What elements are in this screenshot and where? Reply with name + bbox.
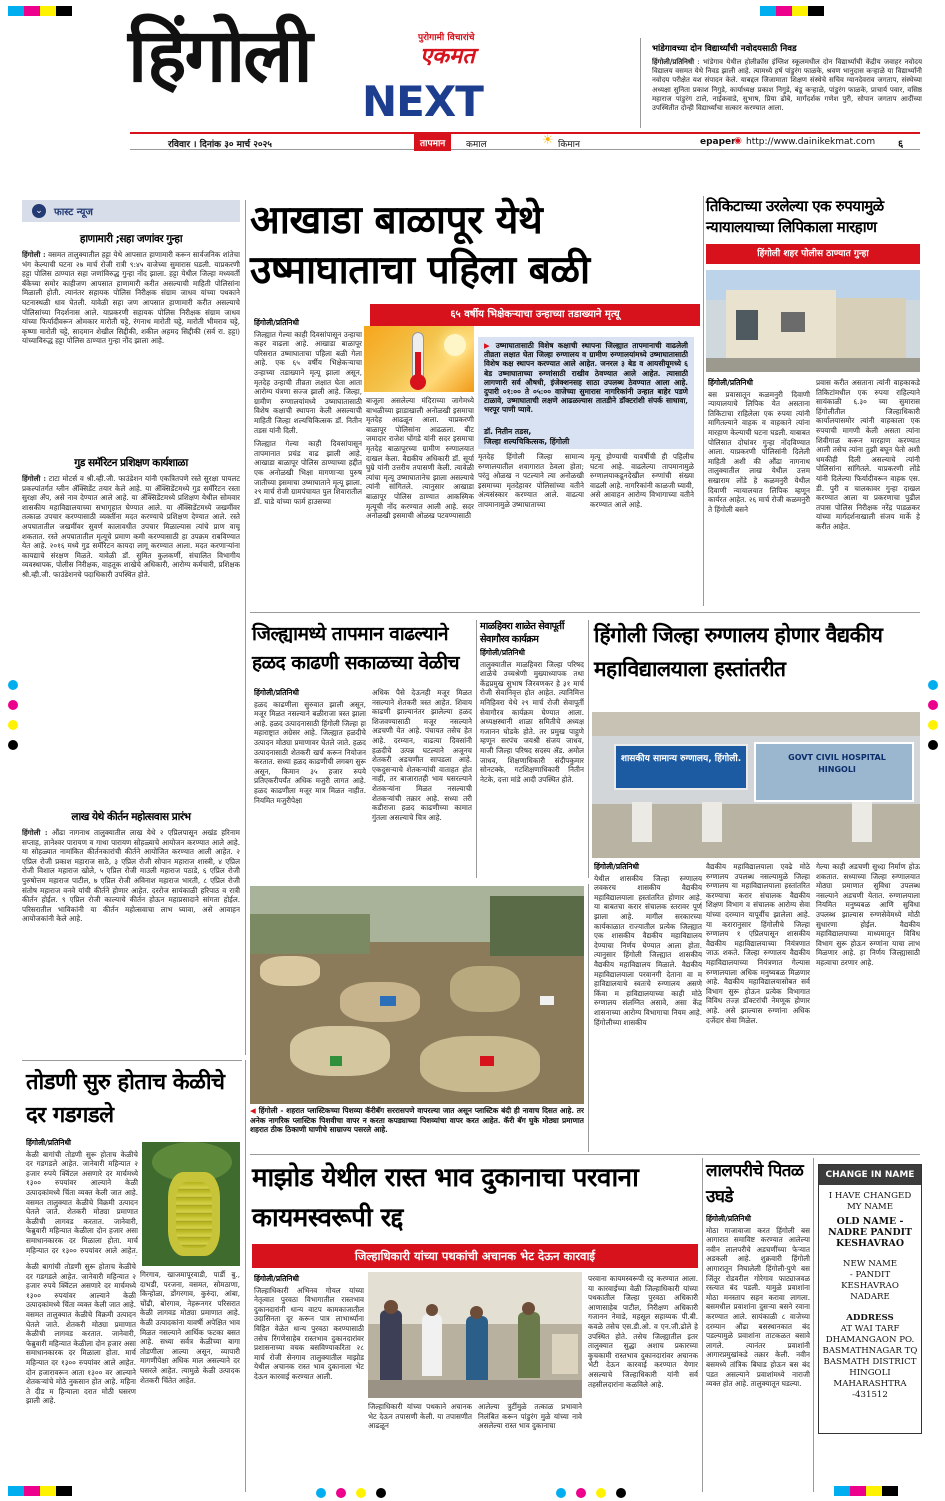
garbage-caption xyxy=(250,1106,584,1146)
column-rule xyxy=(245,1060,246,1492)
registration-dot xyxy=(556,1488,566,1498)
masthead-brand: एकमत xyxy=(420,44,475,69)
column-rule xyxy=(588,884,589,1152)
medical-col-1 xyxy=(594,862,702,1154)
lead-subhead-bar xyxy=(370,304,700,326)
school-col xyxy=(480,648,584,878)
lead-headline: आखाडा बाळापूर येथे उष्माघाताचा पहिला बळी xyxy=(250,198,590,293)
registration-dot xyxy=(376,1488,386,1498)
majhod-col-2 xyxy=(368,1402,472,1494)
banana-headline: तोडणी सुरु होताच केळीचे दर गडगडले xyxy=(26,1070,225,1128)
registration-dot xyxy=(596,1488,606,1498)
medical-headline: हिंगोली जिल्हा रुग्णालय होणार वैद्यकीय महाविद्यालयाला हस्तांतरीत xyxy=(594,623,883,681)
majhod-subhead-bar xyxy=(252,1244,698,1268)
lead-body-1b: जिल्ह्यात गेल्या काही दिवसांपासून तापमानात प्रचंड वाढ झाली आहे. आखाडा बाळापूर पोलिस ठाण्याच्या हद्दीत एक अनोळखी भिक्षा मागणाऱ्या पुरुष जातीच्या इसमाचा उष्माघाताने मृत्यू झाला. २९ मार्च रोजी ग्रामपंचायत पुल शिवारातील डॉ. घाडे यांच्या फार्म हाउसच्या xyxy=(254,439,362,506)
fast-news-headline: लाख येथे कीर्तन महोत्सवास प्रारंभ xyxy=(71,811,191,823)
ad-address: AT WAI TARF DHAMANGAON PO. BASMATHNAGAR TQ BASMATH DISTRICT HINGOLI MAHARASHTRA -431512 xyxy=(822,1324,918,1400)
majhod-body-2b: आलेल्या त्रुटींमुळे तत्काळ प्रभावाने निलंबित करून पांडुरंग मुळे यांच्या नावे असलेल्या रास्त भाव दुकानाचा xyxy=(478,1402,582,1431)
ad-address-label: ADDRESS xyxy=(846,1313,894,1323)
lead-col-1 xyxy=(254,318,362,648)
haldi-byline: हिंगोली/प्रतिनिधी xyxy=(254,688,300,697)
temp-badge: तापमान xyxy=(414,134,451,151)
hospital-sign-english: GOVT CIVIL HOSPITAL HINGOLI xyxy=(788,753,886,774)
lalpari-byline: हिंगोली/प्रतिनिधी xyxy=(706,1214,752,1223)
fast-news-item xyxy=(22,456,240,800)
color-registration-bar xyxy=(834,1486,898,1496)
ad-new-label: NEW NAME xyxy=(842,1259,898,1269)
website-link[interactable]: http://www.dainikekmat.com xyxy=(746,137,876,147)
majhod-byline: हिंगोली/प्रतिनिधी xyxy=(254,1274,300,1283)
registration-dot xyxy=(336,1488,346,1498)
banana-body-2: गिरगाव, खाजमापूरवाडी, पार्डी बु., दाभडी, परजना, वसमत, सोमठाणा, किन्होळा, डोंगरगाव, कुरुंदा, आंबा, चोंढी, बोरगाव, नेहरूनगर परिसरात केळी लागवड मोठ्या प्रमाणात आहे. केळी उत्पादकांना यावर्षी अपेक्षित भाव मिळत नसल्याने आर्थिक फटका बसत आहे. सध्या सर्वत्र केळीच्या बागा तोडणीला आल्या असून, व्यापारी मागणीपेक्षा अधिक माल असल्याने दर घसरले आहेत. त्यामुळे केळी उत्पादक शेतकरी चिंतेत आहेत. xyxy=(140,1270,240,1385)
temp-min: किमान xyxy=(558,140,580,150)
medical-col-3 xyxy=(816,862,920,1154)
rupee-col-1 xyxy=(708,378,810,604)
masthead-next: NEXT xyxy=(362,77,483,126)
banana-body-1: केळी बागांची तोडणी सुरू होताच केळीचे दर गडगडले आहेत. जानेवारी महिन्यात २ हजार रुपये क्विंटल असणारे दर मार्चमध्ये १३०० रुपयांवर आल्याने केळी उत्पादकांमध्ये चिंता व्यक्त केली जात आहे. वसमत तालुक्यात केळीचे विक्रमी उत्पादन घेतले जाते. शेतकरी मोठ्या प्रमाणात केळीची लागवड करतात. जानेवारी, फेब्रुवारी महिन्यात केळीला दोन हजार असा समाधानकारक दर मिळाला होता. मार्च महिन्यात दर १३०० रुपयांवर आले आहेत. xyxy=(26,1149,138,1255)
fast-news-byline: हिंगोली : xyxy=(22,474,46,483)
fast-news-item xyxy=(22,232,240,446)
chevron-circle-icon: ⌄ xyxy=(32,204,46,218)
section-rule xyxy=(22,1060,242,1061)
majhod-col-3 xyxy=(588,1274,698,1492)
banana-body-1b: केळी बागांची तोडणी सुरू होताच केळीचे दर गडगडले आहेत. जानेवारी महिन्यात २ हजार रुपये क्विंटल असणारे दर मार्चमध्ये १३०० रुपयांवर आल्याने केळी उत्पादकांमध्ये चिंता व्यक्त केली जात आहे. वसमत तालुक्यात केळीचे विक्रमी उत्पादन घेतले जाते. शेतकरी मोठ्या प्रमाणात केळीची लागवड करतात. जानेवारी, फेब्रुवारी महिन्यात केळीला दोन हजार असा समाधानकारक दर मिळाला होता. मार्च महिन्यात दर १३०० रुपयांवर आले आहेत. दोन हजारावरून आता १३०० वर आल्याने शेतकऱ्यांचे मोठे नुकसान होत आहे. महिना ते दीड म हिन्याला दरात मोठी घसरण झाली आहे. xyxy=(26,1262,136,1406)
registration-dot xyxy=(316,1488,326,1498)
banana-byline: हिंगोली/प्रतिनिधी xyxy=(26,1138,72,1147)
lead-body-4: मृत्यू होण्याची यावर्षीची ही पहिलीच घटना आहे. वाढलेल्या तापमानामुळे रुग्णालयाकडूनदेखील रुग्णांची संख्या वाढली आहे. नागरिकांनी काळजी घ्यावी, असे आवाहन आरोग्य विभागाच्या वतीने करण्यात आले आहे. xyxy=(590,452,694,509)
rupee-headline: तिकिटाच्या उरलेल्या एक रुपयामुळे न्यायालयाच्या लिपिकाला मारहाण xyxy=(706,197,884,236)
majhod-col-1 xyxy=(254,1274,364,1492)
majhod-body-2: जिल्हाधिकारी यांच्या पथकाने अचानक भेट देऊन तपासणी केली. या तपासणीत आढळून xyxy=(368,1402,472,1431)
heatstroke-box-body: उष्माघातासाठी विशेष कक्षाची स्थापना जिल्ह्यात तापमानाची वाढलेली तीव्रता लक्षात घेता जिल्हा रुग्णालय व ग्रामीण रुग्णालयांमध्ये उष्माघातासाठी विशेष कक्ष स्थापन करण्यात आले आहेत. जनरल ३ बेड व आयसीयूमध्ये ६ बेड उष्माघाताच्या रुग्णांसाठी राखीव ठेवण्यात आले आहेत. त्यासाठी लागणारी सर्व औषधी, इंजेक्शनसह साठा उपलब्ध ठेवण्यात आला आहे. दुपारी ०१:०० ते ०५:०० वाजेच्या सुमारास नागरिकांनी उन्हात बाहेर पडणे टाळावे, उष्माघाताची लक्षणे आढळल्यास तातडीने डॉक्टरांशी संपर्क साधावा, भरपूर पाणी प्यावे. xyxy=(484,341,688,415)
column-rule xyxy=(703,196,704,606)
lalpari-col xyxy=(706,1214,810,1492)
fast-news-badge xyxy=(22,200,240,222)
lead-col-2 xyxy=(366,396,474,648)
lead-body-3: मृतदेह हिंगोली जिल्हा सामान्य रुग्णालयातील शवागारात ठेवला होता; परंतु ओळख न पटल्याने त्या अनोळखी इसमाच्या मृतदेहावर पोलिसांच्या वतीने अंत्यसंस्कार करण्यात आले. वाढत्या तापमानामुळे उष्माघाताच्या xyxy=(478,452,584,509)
masthead-divider xyxy=(640,38,641,128)
fast-news-body: टाटा मोटर्स व श्री.व्ही.जी. फाउंडेशन यांनी एकत्रितपणे रस्ते सुरक्षा पायलट प्रकल्पांतर्गत ग्लीन ॲक्सिडेंट तयार केले आहे. या ॲक्सिडेंटमध्ये गुड समॅरिटन रस्ता सुरक्षा ॲप, असे नाव देण्यात आले आहे. या ॲक्सिडेंटमध्ये प्रशिक्षण येथील सोमवार शासकीय महाविद्यालयाच्या सभागृहात घेण्यात आले. या ॲक्सिडेंटमध्ये जखमींवर तत्काळ उपचार करण्यासाठी व्यक्तींना मदत करण्याचे प्रशिक्षण देण्यात आले. रस्ते अपघातातील जखमींवर सुवर्ण कालावधीत उपचार मिळाल्यास त्यांचे प्राण वाचू शकतात. रस्ते अपघातातील मृत्यूचे प्रमाण कमी करण्यासाठी हा उपक्रम राबविण्यात येत आहे. २०१६ मध्ये गुड समॅरिटन कायदा लागू करण्यात आला. मदत करणाऱ्यांना कायद्याचे संरक्षण मिळते. यावेळी डॉ. सुमित कुलकर्णी, संचालित विभागीय व्यवस्थापक, पोलीस निरीक्षक, वाहतूक शाखेचे अधिकारी, आरोग्य कर्मचारी, प्रशिक्षक श्री.व्ही.जी. फाउंडेशनचे पदाधिकारी उपस्थित होते. xyxy=(22,474,240,579)
ad-title: CHANGE IN NAME xyxy=(819,1165,921,1185)
top-right-body: भांडेगाव येथील होलीक्रॉस इंग्लिश स्कूलमधील दोन विद्यार्थ्यांची केंद्रीय जवाहर नवोदय विद्यालय वसमत येथे निवड झाली आहे. त्यामध्ये हर्ष पांडुरंग फाळके, श्रवण भानुदास कऱ्हाळे या विद्यार्थ्यांनी नवोदय परीक्षेत यश संपादन केले. याबद्दल जिजामाता शिक्षण संस्थेचे सचिव ग्यानदेवराव जगताप, संस्थेच्या अध्यक्षा सुनिता प्रकाश निगुडे, कार्याध्यक्ष प्रकाश निगुडे, बंडू कऱ्हाळे, पांडुरंग फाळके, प्राचार्य पवार, वसिष्ठ महाराज पांडुरंग टाले, नाईकवाडे, सुभाष, प्रिया ढोबे, मार्गदर्शक गणेश पुरी, सोपान जगताप आदींच्या उपस्थितीत दोन्ही विद्यार्थ्यांचा सत्कार करण्यात आला. xyxy=(652,58,922,113)
haldi-body-2: अधिक पैसे देऊनही मजूर मिळत नसल्याने शेतकरी त्रस्त आहेत. शिवाय काढणी झाल्यानंतर झालेल्या हळद शिजवण्यासाठी मजूर नसल्याने अडचणी येत आहे. पंचायत तसेच हेत आहे. दरम्यान, वाढत्या दिवसांनी हळदीचे उत्पन्न घटल्याने अजूनच शेतकरी अडचणीत सापडला आहे. एकदुसऱ्याचे शेतकऱ्यांची वाताहत होत नाही, तर बाजारातही भाव घसरल्याने शेतकऱ्यांना मिळत नसल्याची शेतकऱ्यांची तक्रार आहे. सध्या तरी कडीराजा हळद काढणीच्या कामात गुंतला असल्याचे चित्र आहे. xyxy=(372,688,472,822)
color-registration-bar xyxy=(760,6,824,16)
inspection-photo xyxy=(368,1272,582,1398)
page-number: ६ xyxy=(898,139,904,150)
registration-dot xyxy=(928,740,938,750)
majhod-body-3: परवाना कायमस्वरूपी रद्द करण्यात आला. या कारवाईच्या वेळी जिल्हाधिकारी यांच्या पथकातील जिल्हा पुरवठा अधिकारी आणासाहेब पाटील, निरीक्षण अधिकारी गजानन नेमाडे, महसूल सहाय्यक पी.बी. कवळे तसेच एस.डी.ओ. व एन.जी.ढोले हे उपस्थित होते. तसेच जिल्ह्यातील इतर तालुक्यात सुद्धा अशाच प्रकारच्या कुचकामी रास्तभाव दुकानदारांवर अचानक भेटी देऊन कारवाई करण्यात येणार असल्याचे जिल्हाधिकारी यांनी सर्व तहसीलदारांना कळविले आहे. xyxy=(588,1274,698,1389)
fast-news-column xyxy=(22,200,240,1058)
majhod-headline: माझोड येथील रास्त भाव दुकानाचा परवाना कायमस्वरूपी रद्द xyxy=(252,1163,639,1233)
lalpari-body: मोठा गाजावाजा करत हिंगोली बस आगारात समाविष्ट करण्यात आलेल्या नवीन लालपरीचे अडचणींच्या फेऱ्यात अडकली आहे. शुक्रवारी हिंगोली आगारातून निघालेली हिंगोली-पुणे बस जिंतूर रोडवरील गोरेगाव फाट्याजवळ रस्त्यात बंद पडली. यामुळे प्रवाशांना मोठा मनस्ताप सहन करावा लागला. बसमधील प्रवाशांना दुसऱ्या बसने रवाना करण्यात आले. सायंकाळी ८ वाजेच्या दरम्यान औंढा बसस्थानकात बंद पडल्यामुळे प्रवाशांना ताटकळत बसावे लागले. त्यानंतर प्रवाशांनी आगारप्रमुखांकडे तक्रार केली. नवीन बसमध्ये तांत्रिक बिघाड होऊन बस बंद पडत असल्याने प्रवाशांमध्ये नाराजी व्यक्त होत आहे. तालुक्यातून घडल्या. xyxy=(706,1225,810,1389)
masthead-title: हिंगोली xyxy=(128,13,311,99)
section-rule xyxy=(250,1154,920,1155)
epaper-label: epaper xyxy=(700,137,736,147)
date-bar xyxy=(130,132,920,150)
sun-icon: ☀ xyxy=(542,133,554,148)
thermometer-photo xyxy=(364,326,474,392)
haldi-col-2 xyxy=(372,688,472,878)
registration-dot xyxy=(8,740,18,750)
fast-news-byline: हिंगोली : xyxy=(22,250,46,259)
registration-dot xyxy=(928,680,938,690)
fast-news-item xyxy=(22,810,240,1058)
camera-icon: ◀ xyxy=(250,1106,256,1115)
rupee-strap-bar xyxy=(706,244,920,264)
color-registration-bar xyxy=(8,1486,72,1496)
color-registration-bar xyxy=(8,6,72,16)
lead-col-3 xyxy=(478,452,584,608)
hospital-photo xyxy=(592,712,920,858)
registration-dot xyxy=(576,1488,586,1498)
heatstroke-box-sign2: जिल्हा शल्यचिकित्सक, हिंगोली xyxy=(484,437,570,446)
hospital-sign-marathi: शासकीय सामान्य रुग्णालय, हिंगोली. xyxy=(620,754,742,764)
registration-dot xyxy=(616,1488,626,1498)
majhod-body-1: जिल्हाधिकारी अभिनव गोयल यांच्या नेतृत्वात पुरवठा विभागातील रास्तभाव दुकानदारांनी धान्य वाटप कामकाजातील उदासिनता दूर करून पात्र लाभार्थ्यांना विहित वेळेत धान्य पुरवठा करण्यासाठी तसेच रिंगणेसाहेब रास्तभाव दुकानदारांवर प्रशासनाच्या वचक बसविण्याकरिता २८ मार्च रोजी सेनगाव तालुक्यातील माझोड येथील अचानक रास्त भाव दुकानाला भेट देऊन कारवाई करण्यात आली. xyxy=(254,1285,364,1381)
rupee-strap: हिंगोली शहर पोलीस ठाण्यात गुन्हा xyxy=(757,249,869,259)
section-rule xyxy=(250,612,920,613)
haldi-col-1 xyxy=(254,688,366,878)
majhod-subhead: जिल्हाधिकारी यांच्या पथकांची अचानक भेट देऊन कारवाई xyxy=(354,1249,596,1263)
fast-news-headline: हाणामारी ;सहा जणांवर गुन्हा xyxy=(79,233,183,245)
majhod-col-2b xyxy=(478,1402,582,1494)
medical-body-3: गेल्या काही अडचणी सुध्दा निर्माण होऊ शकतात. सध्याच्या जिल्हा रुग्णालयात मोठ्या प्रमाणात सुविधा उपलब्ध नसल्याने अडचणी येतात. रुग्णालयाला नियमित मनुष्यबळ आणि सुविधा उपलब्ध झाल्यास रुग्णसेवेमध्ये मोठी सुधारणा होईल. वैद्यकीय महाविद्यालयाच्या माध्यमातून विविध विभाग सुरू होऊन रुग्णांना याचा लाभ मिळणार आहे. हा निर्णय जिल्ह्यासाठी महत्वाचा ठरणार आहे. xyxy=(816,862,920,967)
top-right-headline: भांडेगावच्या दोन विद्यार्थ्यांची नवोदयसाठी निवड xyxy=(652,44,797,54)
column-rule xyxy=(813,1158,814,1492)
lead-body-2: बाजूला असलेल्या मंदिराच्या जागेमध्ये बाभळीच्या झाडाखाली अनोळखी इसमाचा मृतदेह आढळून आला. याप्रकरणी बाळापूर पोलिसांना आढळला. बीट जमादार राजेश घोंगडे यांनी सदर इसमाचा मृतदेह बाळापूरच्या ग्रामीण रुग्णालयात दाखल केला. वैद्यकीय अधिकारी डॉ. सूर्या घुम्रे यांनी उत्तरीय तपासणी केली. त्यावेळी त्यांचा मृत्यू उष्माघातानेच झाला असल्याचे त्यांनी सांगितले. त्यानुसार आखाडा बाळापूर पोलिस ठाण्यात आकस्मिक मृत्यूची नोंद करण्यात आली आहे. सदर अनोळखी इसमाची ओळख पटवण्यासाठी xyxy=(366,396,474,521)
column-rule xyxy=(476,620,477,878)
lead-subhead: ६५ वर्षीय भिक्षेकऱ्याचा उन्हाच्या तडाख्याने मृत्यू xyxy=(450,309,620,320)
ad-old-name: NADRE PANDIT KESHAVRAO xyxy=(828,1227,912,1249)
fast-news-label: फास्ट न्यूज xyxy=(54,207,93,218)
banana-col-1a xyxy=(26,1138,138,1256)
banana-photo xyxy=(142,1142,240,1266)
banana-col-2 xyxy=(140,1270,240,1492)
lalpari-headline: लालपरीचे पितळ उघडे xyxy=(706,1161,804,1207)
top-right-byline: हिंगोली/प्रतिनिधी xyxy=(652,57,695,66)
column-rule xyxy=(588,620,589,878)
fast-news-headline: गुड समॅरिटन प्रशिक्षण कार्यशाळा xyxy=(74,457,188,469)
column-rule xyxy=(702,1158,703,1492)
medical-col-2 xyxy=(706,862,810,1154)
ad-intro: I HAVE CHANGED MY NAME xyxy=(828,1191,912,1212)
heatstroke-box-sign: डॉ. नितीन तडस, xyxy=(484,427,532,436)
rupee-body-2: प्रवास करीत असताना त्यांनी वाहकाकडे तिकिटांमधील एक रुपया राहिल्याने सायंकाळी ६.३० च्या सुमारास हिंगोलीतील जिल्हाधिकारी कार्यालयासमोर त्यांनी वाहकाला एक रुपयाची मागणी केली असता त्यांना शिवीगाळ करून मारहाण करण्यात आली तसेच त्यांना तुझी बघून घेतो अशी धमकीही दिली असल्याचे त्यांनी पोलिसांना सांगितले. याप्रकरणी लोंडे यांनी दिलेल्या फिर्यादीवरून वाहक एस. डी. पुरी व चालकावर गुन्हा दाखल करण्यात आला या प्रकरणाचा पुढील तपास पोलिस निरीक्षक नरेंद्र पाडळकर यांच्या मार्गदर्शनाखाली संजय मार्के हे करीत आहेत. xyxy=(816,378,920,531)
medical-body-2: वैद्यकीय महाविद्यालयाला एवढे मोठे रुग्णालय उपलब्ध नसल्यामुळे जिल्हा रुग्णालय या महाविद्यालयाला हस्तांतरित करण्याचा करार संचालक वैद्यकीय शिक्षण विभाग व संचालक आरोग्य सेवा यांच्या दरम्यान यापूर्वीच झालेला आहे. या करारानुसार हिंगोलीचे जिल्हा रुग्णालय १ एप्रिलपासून शासकीय वैद्यकीय महाविद्यालयाच्या नियंत्रणात जाऊ शकते. जिल्हा रुग्णालय वैद्यकीय महाविद्यालयाच्या नियंत्रणात गेल्यास रुग्णालयाला अधिक मनुष्यबळ मिळणार आहे. वैद्यकीय महाविद्यालयासोबत सर्व विभाग सुरू होऊन प्रत्येक विभागात विविध तज्ज्ञ डॉक्टरांची नेमणूक होणार आहे. असे झाल्यास रुग्णांना अधिक दर्जेदार सेवा मिळेल. xyxy=(706,862,810,1025)
school-byline: हिंगोली/प्रतिनिधी xyxy=(480,648,526,657)
heatstroke-box xyxy=(478,337,694,449)
registration-dot xyxy=(928,720,938,730)
haldi-body-1: हळद काढणीला सुरुवात झाली असून, मजूर मिळत नसल्याने बळीराजा त्रस्त झाला आहे. हळद उत्पादनासाठी हिंगोली जिल्हा हा महाराष्ट्रात अग्रेसर आहे. जिल्ह्यात हळदीचे उत्पादन मोठ्या प्रमाणावर घेतले जाते. हळद उत्पादनासाठी शेतकरी खर्च करून नियोजन करतात. सध्या हळद काढणीची लगबग सुरू असून, किमान ३५ हजार रुपये प्रतिएकरीपर्यंत अधिक मजुरी लागत आहे. हळद काढणीला मजूर मात्र मिळत नाहीत. नियमित मजुरीपेक्षा xyxy=(254,699,366,805)
lead-body-1: जिल्ह्यात गेल्या काही दिवसांपासून उन्हाचा कहर वाढला आहे. आखाडा बाळापूर परिसरात उष्माघाताचा पहिला बळी गेला आहे. एक ६५ वर्षीय भिक्षेकऱ्याचा उन्हाच्या तडाख्याने मृत्यू झाला असून, मृतदेह उन्हाची तीव्रता लक्षात घेता आता आरोग्य यंत्रणा सज्ज झाली आहे. जिल्हा, ग्रामीण रुग्णालयांमध्ये उष्माघातासाठी विशेष कक्षाची स्थापना केली असल्याची माहिती जिल्हा शल्यचिकित्सक डॉ. नितीन तडस यांनी दिली. xyxy=(254,329,362,435)
medical-body-1: येथील शासकीय जिल्हा रुग्णालय लवकरच शासकीय वैद्यकीय महाविद्यालयाला हस्तांतरित होणार आहे. या बाबतचा करार संचालक स्तरावर पूर्ण झाला आहे. मागील सरकारच्या कार्यकाळात राज्यातील प्रत्येक जिल्ह्यात एक शासकीय वैद्यकीय महाविद्यालय देण्याचा निर्णय घेण्यात आला होता. त्यानुसार हिंगोली जिल्ह्यात शासकीय वैद्यकीय महाविद्यालय मिळाले. वैद्यकीय महाविद्यालयाला परवानगी देताना वा म हाविद्यालयाचे स्वतःचे रुग्णालय असणे किंवा म हाविद्यालयाच्या काही मोठे रुग्णालय संलग्नित असावे, असा केंद्र शासनाच्या आरोग्य विभागाचा नियम आहे. हिंगोलीच्या शासकीय xyxy=(594,873,702,1027)
police-station-photo xyxy=(706,270,920,372)
info-arrow-icon: ▶ xyxy=(484,341,492,350)
masthead-tagline: पुरोगामी विचारांचे xyxy=(418,33,475,43)
fast-news-body: वसमत तालुक्यातील हट्टा येथे आपसात हाणामारी करून सार्वजनिक शांतेचा भंग केल्याची घटना २७ मार्च रोजी रात्री ९:४५ वाजेच्या सुमारास घडली. याप्रकरणी हट्टा पोलिस ठाण्यात सहा जणांविरुद्ध गुन्हा नोंद झाला. हट्टा येथील जिल्हा मध्यवर्ती बँकेच्या समोर काहीजण आपसात हाणामारी करीत असल्याची माहिती पोलिसांना मिळाली होती. त्यानंतर सहायक पोलिस निरीक्षक संग्राम जाधव यांच्या पथकाने घटनास्थळी धाव घेतली. यावेळी सहा जण आपसात हाणामारी करीत असल्याचे पोलिसांच्या निदर्शनास आले. याप्रकरणी सहायक पोलिस निरीक्षक संग्राम जाधव यांच्या फिर्यादीवरून ओमकार मारोती चट्टे, रंगनाथ मारोती चट्टे, मारोती भीमराव चट्टे, कृष्णा मारोती चट्टे, सादमान शेखील सिद्दीकी, शकील अहमद सिद्दीकी (सर्व रा. हट्टा) यांच्याविरुद्ध हट्टा पोलिस ठाण्यात गुन्हा नोंद झाला आहे. xyxy=(22,250,240,346)
school-body: तालुक्यातील माळहिवरा जिल्हा परिषद शाळेचे उच्चश्रेणी मुख्याध्यापक तथा केंद्रप्रमुख सुभाष जिरवणकर हे ३१ मार्च रोजी सेवानिवृत्त होत आहेत. त्यानिमित्त मनिहिवरा येथे २९ मार्च रोजी सेवापूर्ती सेवागौरव कार्यक्रम घेण्यात आला. अध्यक्षस्थानी शाळा समितीचे अध्यक्ष गजानन घोडके होते. तर प्रमुख पाहुणे म्हणून सरपंच जयश्री संजय जाधव, माजी जिल्हा परिषद सदस्य ॲड. अमोल जाधव, शिक्षणाधिकारी संदीपकुमार सोनटक्के, गटशिक्षणाधिकारी नितीन नेटके, दत्ता मांडे आदी उपस्थित होते. xyxy=(480,659,584,784)
garbage-photo xyxy=(250,886,584,1104)
issue-date: रविवार । दिनांक ३० मार्च २०२५ xyxy=(168,140,272,150)
registration-dot xyxy=(8,700,18,710)
fast-news-body: औंढा नागनाथ तालुक्यातील लाख येथे २ एप्रिलपासून अखंड हरिनाम सप्ताह, ज्ञानेश्वर पारायण व गाथा पारायण सोहळ्याचे आयोजन करण्यात आले आहे. या सोहळ्यात नामांकित कीर्तनकारांची कीर्तने आयोजित करण्यात आली आहेत. २ एप्रिल रोजी प्रकाश महाराज साठे, ३ एप्रिल रोजी सोपान महाराज शास्त्री, ४ एप्रिल रोजी विशाल महाराज खोले, ५ एप्रिल रोजी माउली महाराज पठाडे, ६ एप्रिल रोजी पुरुषोत्तम महाराज पाटील, ७ एप्रिल रोजी अविनाश महाराज भारती, ८ एप्रिल रोजी संतोष महाराज वनवे यांची कीर्तने होणार आहेत. दररोज सायंकाळी हरिपाठ व रात्री कीर्तन होईल. ९ एप्रिल रोजी काल्याचे कीर्तन होऊन महाप्रसादाने सांगता होईल. परिसरातील भाविकांनी या कीर्तन महोत्सवाचा लाभ घ्यावा, असे आवाहन आयोजकांनी केले आहे. xyxy=(22,828,240,924)
banana-col-1b xyxy=(26,1262,136,1492)
lead-byline: हिंगोली/प्रतिनिधी xyxy=(254,318,300,327)
registration-dot xyxy=(8,720,18,730)
registration-dot xyxy=(928,700,938,710)
top-right-story: भांडेगावच्या दोन विद्यार्थ्यांची नवोदयसाठी निवड हिंगोली/प्रतिनिधी : भांडेगाव येथील होलीक्रॉस इंग्लिश स्कूलमधील दोन विद्यार्थ्यांची केंद्रीय जवाहर नवोदय विद्यालय वसमत येथे निवड झाली आहे. त्यामध्ये हर्ष पांडुरंग फाळके, श्रवण भानुदास कऱ्हाळे या विद्यार्थ्यांनी नवोदय परीक्षेत यश संपादन केले. याबद्दल जिजामाता शिक्षण संस्थेचे सचिव ग्यानदेवराव जगताप, संस्थेच्या अध्यक्षा सुनिता प्रकाश निगुडे, कार्याध्यक्ष प्रकाश निगुडे, बंडू कऱ्हाळे, पांडुरंग फाळके, प्राचार्य पवार, वसिष्ठ महाराज पांडुरंग टाले, नाईकवाडे, सुभाष, प्रिया ढोबे, मार्गदर्शक गणेश पुरी, सोपान जगताप आदींच्या उपस्थितीत दोन्ही विद्यार्थ्यांचा सत्कार करण्यात आला. xyxy=(652,44,922,113)
column-rule xyxy=(245,200,246,1055)
fast-news-byline: हिंगोली : xyxy=(22,828,48,837)
ad-new-name: - PANDIT KESHAVRAO NADARE xyxy=(841,1270,899,1302)
registration-dot xyxy=(356,1488,366,1498)
registration-dot xyxy=(8,680,18,690)
rupee-col-2 xyxy=(816,378,920,604)
temp-max: कमाल xyxy=(466,140,487,150)
ad-old-label: OLD NAME - xyxy=(836,1216,904,1227)
change-name-ad xyxy=(818,1164,922,1434)
haldi-headline: जिल्ह्यामध्ये तापमान वाढल्याने हळद काढणी सकाळच्या वेळीच xyxy=(252,623,460,674)
garbage-caption-text: हिंगोली - शहरात प्लास्टिकच्या पिशव्या कॅरीबॅग सररासपणे वापरल्या जात असून प्लास्टिक बंदी ही नावाच दिसत आहे. तर अनेक नागरिक प्लास्टिक पिशवीचा वापर न करता कपड्याच्या पिशव्यांचा वापर करत आहेत. कॅरी बॅग घुके मोठ्या प्रमाणात शहरात ठीक ठिकाणी घाणीचे साम्राज्य पसरले आहे. xyxy=(250,1106,584,1135)
rupee-byline: हिंगोली/प्रतिनिधी xyxy=(708,378,754,387)
lead-col-4 xyxy=(590,452,694,608)
rupee-body-1: बस प्रवासातून कळमनुरी दिवाणी न्यायालयाचे लिपिक येत असताना तिकिटाचा राहिलेला एक रुपया त्यांनी मागितल्याने वाहक व वाहकाने त्यांना मारहाण केल्याची घटना घडली. याबाबत पोलिसात दोघांवर गुन्हा नोंदविण्यात आला. याप्रकरणी पोलिसांनी दिलेली माहिती अशी की औंढा नागनाथ तालुक्यातील लाख येथील उत्तम सखाराम लोंडे हे कळमनुरी येथील दिवाणी न्यायालयात लिपिक म्हणून कार्यरत आहेत. २६ मार्च रोजी कळमनुरी ते हिंगोली बसने xyxy=(708,389,810,514)
medical-byline: हिंगोली/प्रतिनिधी xyxy=(594,862,640,871)
school-headline: माळहिवरा शाळेत सेवापूर्ती सेवागौरव कार्यक्रम xyxy=(480,621,564,645)
link-icon: ◉ xyxy=(734,136,742,146)
